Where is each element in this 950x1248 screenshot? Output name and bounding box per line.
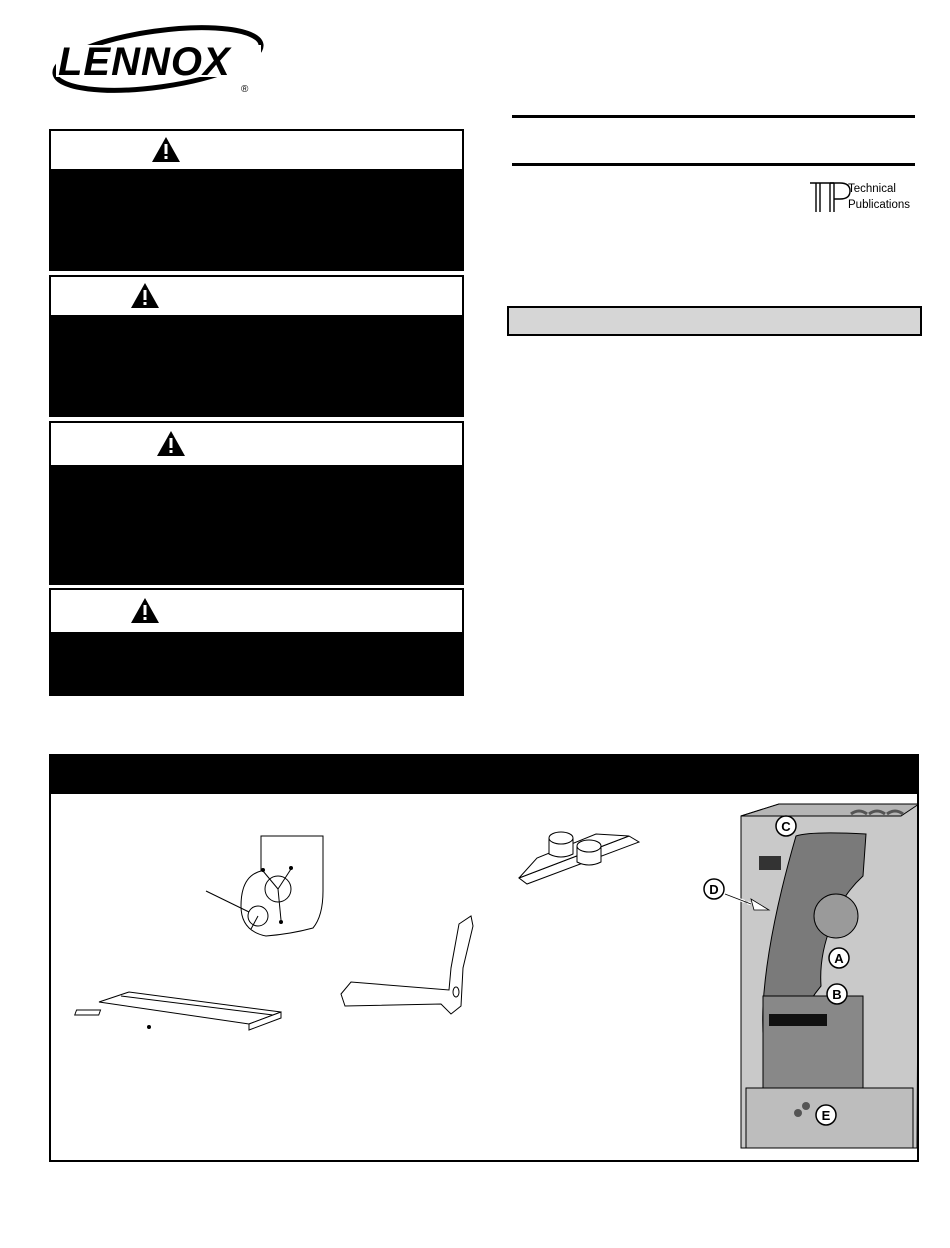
- warning-triangle-icon: [156, 430, 186, 457]
- callout-b: [827, 984, 847, 1004]
- callout-c: [776, 816, 796, 836]
- lennox-logo: [50, 25, 270, 97]
- warning-box-4: [49, 588, 464, 696]
- svg-text:A: A: [834, 951, 844, 966]
- registered-mark: ®: [241, 84, 249, 95]
- svg-text:C: C: [781, 819, 791, 834]
- duct-collar-plate-illustration: [519, 832, 639, 884]
- svg-text:B: B: [832, 987, 842, 1002]
- svg-text:D: D: [709, 882, 719, 897]
- warning-triangle-icon: [130, 597, 160, 624]
- warning-triangle-icon: [130, 282, 160, 309]
- warning-triangle-icon: [151, 136, 181, 163]
- blower-housing-illustration: [206, 836, 323, 936]
- second-rule: [512, 163, 915, 166]
- tp-line-1: Technical: [848, 183, 896, 195]
- warning-header-2: [51, 277, 462, 315]
- svg-text:LENNOX: LENNOX: [58, 40, 231, 84]
- filter-rail-illustration: [75, 992, 281, 1030]
- warning-box-1: [49, 129, 464, 271]
- warning-box-3: [49, 421, 464, 585]
- svg-text:E: E: [821, 1108, 831, 1123]
- section-bar: [507, 306, 922, 336]
- callout-e: [816, 1105, 836, 1125]
- parts-illustrations: [51, 756, 917, 1160]
- tp-monogram: [808, 180, 852, 214]
- callout-a: [829, 948, 849, 968]
- air-handler-unit-illustration: [741, 804, 917, 1148]
- parts-figure: [49, 754, 919, 1162]
- warning-header-4: [51, 590, 462, 632]
- technical-publications-mark: [808, 180, 918, 214]
- tp-line-2: Publications: [848, 199, 911, 211]
- warning-header-1: [51, 131, 462, 169]
- warning-box-2: [49, 275, 464, 417]
- top-rule: [512, 115, 915, 118]
- mounting-bracket-illustration: [341, 916, 473, 1014]
- warning-header-3: [51, 423, 462, 465]
